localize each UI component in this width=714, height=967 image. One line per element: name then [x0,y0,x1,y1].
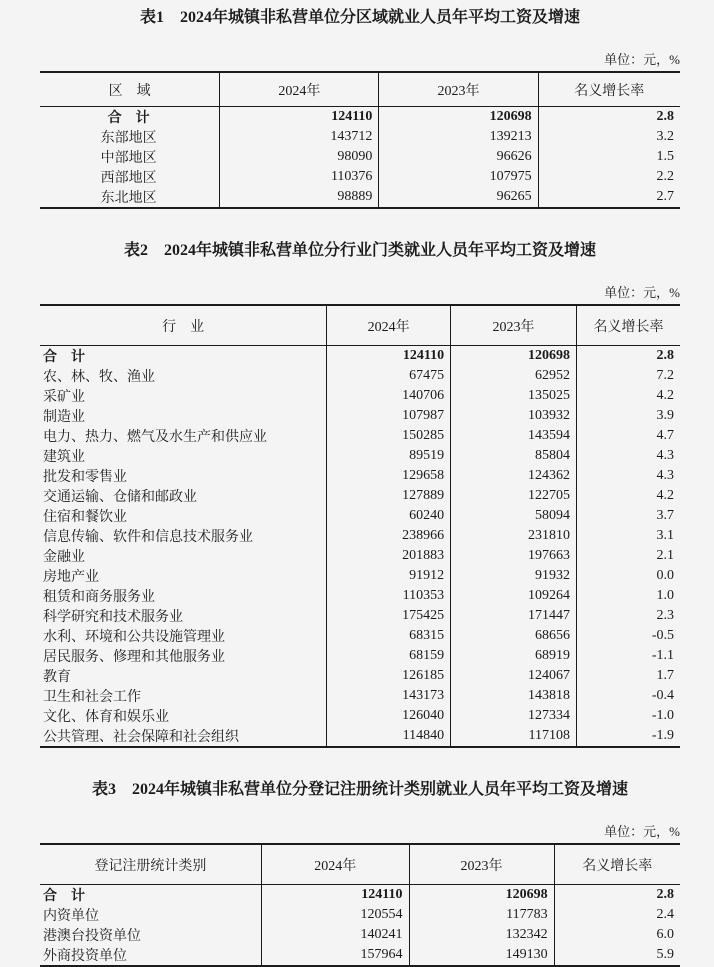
value-2024: 150285 [327,426,451,446]
value-2024: 68315 [327,626,451,646]
value-growth: 2.4 [656,907,674,922]
value-2024: 114840 [327,726,451,747]
value-2024: 110376 [220,167,379,187]
value-2023: 68919 [451,646,577,666]
value-2023: 143594 [451,426,577,446]
row-label: 中部地区 [40,147,220,167]
value-2024: 60240 [327,506,451,526]
row-label: 西部地区 [40,167,220,187]
table2-section [0,209,714,748]
header-row [40,844,680,885]
row-label: 科学研究和技术服务业 [40,606,327,626]
table2-industry-wages [40,304,680,748]
value-2023: 62952 [451,366,577,386]
value-2024: 143173 [327,686,451,706]
value-2024: 157964 [261,945,409,966]
value-2023: 120698 [379,107,538,128]
value-2023: 135025 [451,386,577,406]
table3-registration-wages [40,843,680,967]
column-header-4: 名义增长率 [554,844,680,885]
value-2024: 143712 [220,127,379,147]
column-header-1: 区 域 [40,72,220,107]
table3-section [0,748,714,967]
value-growth: 2.8 [656,887,674,902]
row-label: 卫生和社会工作 [40,686,327,706]
table-row [40,686,680,706]
value-2023: 127334 [451,706,577,726]
value-2023: 120698 [451,346,577,367]
value-growth: 1.7 [656,668,674,683]
table-row [40,386,680,406]
value-growth: 1.5 [656,149,674,164]
value-2024: 126040 [327,706,451,726]
table-row [40,706,680,726]
table-row [40,606,680,626]
row-label: 港澳台投资单位 [40,925,261,945]
table-row [40,486,680,506]
value-2023: 96265 [379,187,538,208]
row-label: 居民服务、修理和其他服务业 [40,646,327,666]
value-2023: 58094 [451,506,577,526]
value-2024: 98889 [220,187,379,208]
column-header-3: 2023年 [379,72,538,107]
table-row [40,945,680,966]
table3-title: 表3 2024年城镇非私营单位分登记注册统计类别就业人员年平均工资及增速 [91,781,628,798]
value-2023: 107975 [379,167,538,187]
column-header-4: 名义增长率 [576,305,680,346]
value-growth: 1.0 [656,588,674,603]
value-2024: 68159 [327,646,451,666]
value-2024: 98090 [220,147,379,167]
row-label: 金融业 [40,546,327,566]
value-2023: 120698 [409,885,554,906]
value-growth: 4.2 [656,388,674,403]
value-2024: 120554 [261,905,409,925]
value-2024: 107987 [327,406,451,426]
value-2024: 91912 [327,566,451,586]
value-2024: 127889 [327,486,451,506]
row-label: 教育 [40,666,327,686]
table-row [40,626,680,646]
row-label: 文化、体育和娱乐业 [40,706,327,726]
table-row [40,167,680,187]
value-2023: 124067 [451,666,577,686]
value-2024: 140241 [261,925,409,945]
table2-unit-label: 单位：元，% [604,285,680,300]
column-header-1: 登记注册统计类别 [40,844,261,885]
value-2023: 68656 [451,626,577,646]
row-label: 批发和零售业 [40,466,327,486]
value-2023: 124362 [451,466,577,486]
value-2023: 96626 [379,147,538,167]
table-row [40,366,680,386]
value-2024: 67475 [327,366,451,386]
table1-region-wages [40,71,680,209]
value-growth: 7.2 [656,368,674,383]
row-label: 交通运输、仓储和邮政业 [40,486,327,506]
value-growth: 2.3 [656,608,674,623]
value-growth: 2.7 [656,189,674,204]
total-row [40,885,680,906]
row-label: 合 计 [40,885,261,906]
table3-unit-label: 单位：元，% [604,824,680,839]
value-2023: 117783 [409,905,554,925]
table2-title: 表2 2024年城镇非私营单位分行业门类就业人员年平均工资及增速 [123,242,596,259]
value-growth: 3.1 [656,528,674,543]
value-2024: 124110 [220,107,379,128]
row-label: 农、林、牧、渔业 [40,366,327,386]
value-2024: 140706 [327,386,451,406]
table1-unit-label: 单位：元，% [604,52,680,67]
value-growth: -0.5 [651,628,674,643]
total-row [40,107,680,128]
row-label: 房地产业 [40,566,327,586]
value-2023: 171447 [451,606,577,626]
column-header-3: 2023年 [409,844,554,885]
value-2023: 197663 [451,546,577,566]
total-row [40,346,680,367]
value-growth: -1.0 [651,708,674,723]
column-header-2: 2024年 [327,305,451,346]
table-row [40,905,680,925]
value-2023: 143818 [451,686,577,706]
header-row [40,72,680,107]
value-growth: 0.0 [656,568,674,583]
value-growth: 3.9 [656,408,674,423]
value-growth: 4.3 [656,448,674,463]
value-2024: 238966 [327,526,451,546]
value-growth: 5.9 [656,947,674,962]
row-label: 电力、热力、燃气及水生产和供应业 [40,426,327,446]
row-label: 东北地区 [40,187,220,208]
table-row [40,446,680,466]
table-row [40,546,680,566]
value-2024: 110353 [327,586,451,606]
table-row [40,147,680,167]
table-row [40,526,680,546]
table-row [40,646,680,666]
value-2023: 122705 [451,486,577,506]
row-label: 东部地区 [40,127,220,147]
table-row [40,726,680,747]
row-label: 公共管理、社会保障和社会组织 [40,726,327,747]
value-growth: -1.1 [651,648,674,663]
value-growth: 6.0 [656,927,674,942]
table-row [40,506,680,526]
value-2024: 201883 [327,546,451,566]
value-2024: 124110 [327,346,451,367]
table-row [40,127,680,147]
table-row [40,466,680,486]
value-growth: 2.2 [656,169,674,184]
value-2023: 109264 [451,586,577,606]
table-row [40,666,680,686]
table-row [40,566,680,586]
value-2024: 124110 [261,885,409,906]
value-growth: 2.1 [656,548,674,563]
value-2023: 85804 [451,446,577,466]
column-header-2: 2024年 [261,844,409,885]
value-growth: 4.2 [656,488,674,503]
value-2023: 139213 [379,127,538,147]
column-header-4: 名义增长率 [538,72,680,107]
table-row [40,187,680,208]
table-row [40,586,680,606]
row-label: 建筑业 [40,446,327,466]
value-2024: 129658 [327,466,451,486]
row-label: 住宿和餐饮业 [40,506,327,526]
value-growth: -1.9 [651,728,674,743]
column-header-3: 2023年 [451,305,577,346]
table1-section [0,0,714,209]
value-growth: 3.7 [656,508,674,523]
row-label: 信息传输、软件和信息技术服务业 [40,526,327,546]
value-2023: 91932 [451,566,577,586]
value-2024: 126185 [327,666,451,686]
value-2023: 231810 [451,526,577,546]
value-growth: -0.4 [651,688,674,703]
table-row [40,406,680,426]
value-growth: 2.8 [656,109,674,124]
row-label: 水利、环境和公共设施管理业 [40,626,327,646]
value-growth: 4.7 [656,428,674,443]
row-label: 合 计 [40,107,220,128]
value-growth: 4.3 [656,468,674,483]
column-header-1: 行 业 [40,305,327,346]
header-row [40,305,680,346]
value-2023: 149130 [409,945,554,966]
row-label: 租赁和商务服务业 [40,586,327,606]
column-header-2: 2024年 [220,72,379,107]
row-label: 采矿业 [40,386,327,406]
row-label: 合 计 [40,346,327,367]
value-2024: 175425 [327,606,451,626]
value-growth: 3.2 [656,129,674,144]
value-2024: 89519 [327,446,451,466]
table-row [40,426,680,446]
value-2023: 117108 [451,726,577,747]
row-label: 制造业 [40,406,327,426]
value-2023: 132342 [409,925,554,945]
row-label: 外商投资单位 [40,945,261,966]
value-2023: 103932 [451,406,577,426]
value-growth: 2.8 [656,348,674,363]
table1-title: 表1 2024年城镇非私营单位分区域就业人员年平均工资及增速 [139,9,580,26]
table-row [40,925,680,945]
row-label: 内资单位 [40,905,261,925]
